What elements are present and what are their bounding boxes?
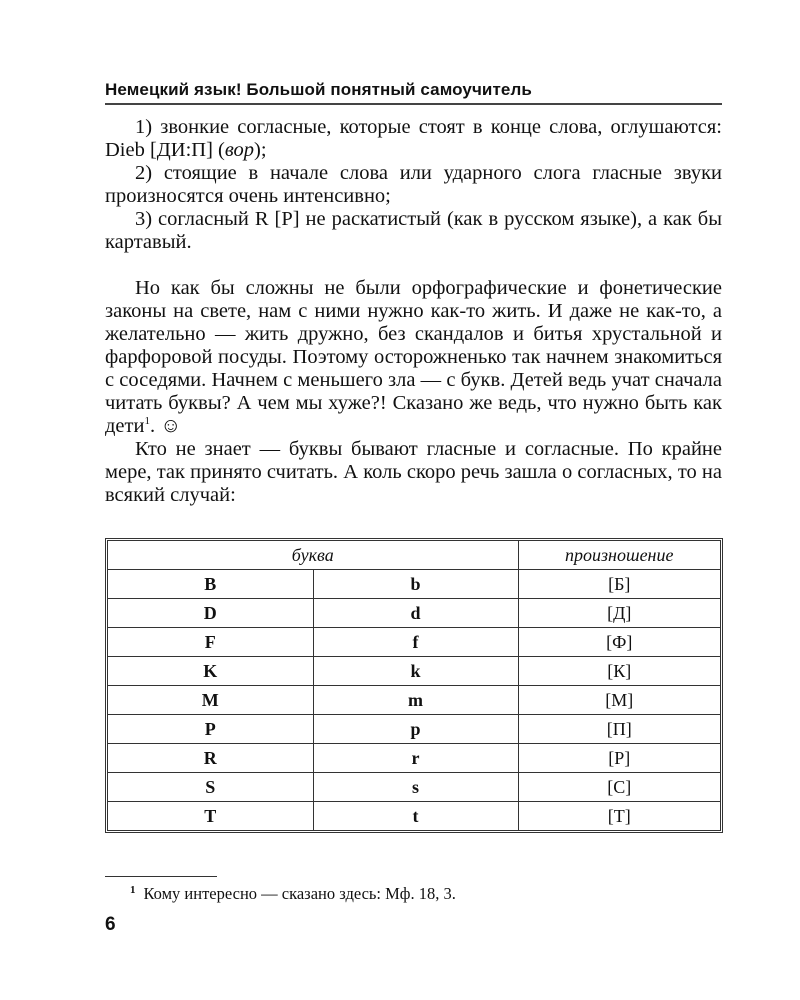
paragraph-text: );	[254, 139, 267, 161]
pronunciation: [К]	[518, 657, 720, 686]
smiley: . ☺	[149, 415, 182, 437]
table-row	[108, 599, 720, 628]
letter-lower: m	[313, 686, 518, 715]
letter-upper: R	[108, 744, 313, 773]
paragraph-intro	[105, 277, 722, 438]
pronunciation: [Б]	[518, 570, 720, 599]
paragraph-rule-3: 3) согласный R [Р] не раскатистый (как в русском языке), а как бы картавый.	[105, 208, 722, 253]
footnote-number: 1	[130, 883, 136, 896]
footnote-divider	[105, 876, 217, 877]
body-text	[105, 116, 722, 507]
letter-upper: T	[108, 802, 313, 831]
consonants-table	[105, 538, 723, 833]
letter-upper: F	[108, 628, 313, 657]
letter-upper: M	[108, 686, 313, 715]
letter-upper: P	[108, 715, 313, 744]
letter-lower: p	[313, 715, 518, 744]
table-row	[108, 773, 720, 802]
paragraph-rule-1	[105, 116, 722, 162]
pronunciation: [С]	[518, 773, 720, 802]
header-letter: буква	[108, 541, 518, 570]
table-row	[108, 657, 720, 686]
paragraph-text: 1) звонкие согласные, которые стоят в конце слова, оглушаются: Dieb [ДИ:П] (	[105, 116, 722, 161]
table-row	[108, 686, 720, 715]
pronunciation: [М]	[518, 686, 720, 715]
table-row	[108, 802, 720, 831]
pronunciation: [Д]	[518, 599, 720, 628]
letter-lower: f	[313, 628, 518, 657]
paragraph-text: Но как бы сложны не были орфографические и фонетические законы на свете, нам с ними нужно как-то жить. И даже не как-то, а желательно — жить дружно, без скандалов и битья хрустальной и фарфоровой посуды. Поэтому осторожненько так начнем знакомиться с соседями. Начнем с меньшего зла — с букв. Детей ведь учат сначала читать буквы? А чем мы хуже?! Сказано же ведь, что нужно быть как дети	[105, 277, 722, 437]
running-header: Немецкий язык! Большой понятный самоучитель	[105, 80, 722, 105]
paragraph-rule-2: 2) стоящие в начале слова или ударного слога гласные звуки произносятся очень интенсивно;	[105, 162, 722, 207]
footnote	[130, 884, 456, 904]
pronunciation: [Р]	[518, 744, 720, 773]
letter-lower: k	[313, 657, 518, 686]
letter-lower: r	[313, 744, 518, 773]
letter-upper: S	[108, 773, 313, 802]
letter-lower: d	[313, 599, 518, 628]
pronunciation: [Ф]	[518, 628, 720, 657]
table-row	[108, 744, 720, 773]
letter-lower: t	[313, 802, 518, 831]
table-row	[108, 628, 720, 657]
letter-upper: K	[108, 657, 313, 686]
pronunciation: [П]	[518, 715, 720, 744]
table-row	[108, 570, 720, 599]
paragraph-letters-intro: Кто не знает — буквы бывают гласные и согласные. По крайне мере, так принято считать. А коль скоро речь зашла о согласных, то на всякий случай:	[105, 438, 722, 506]
letter-lower: s	[313, 773, 518, 802]
header-pronunciation: произношение	[518, 541, 720, 570]
table-header-row	[108, 541, 720, 570]
footnote-text: Кому интересно — сказано здесь: Мф. 18, 3.	[143, 884, 456, 903]
letter-upper: B	[108, 570, 313, 599]
pronunciation: [Т]	[518, 802, 720, 831]
letter-upper: D	[108, 599, 313, 628]
table-row	[108, 715, 720, 744]
letter-lower: b	[313, 570, 518, 599]
footnote-ref[interactable]: 1	[144, 415, 150, 428]
italic-gloss: вор	[224, 139, 255, 161]
page-number: 6	[105, 914, 116, 935]
